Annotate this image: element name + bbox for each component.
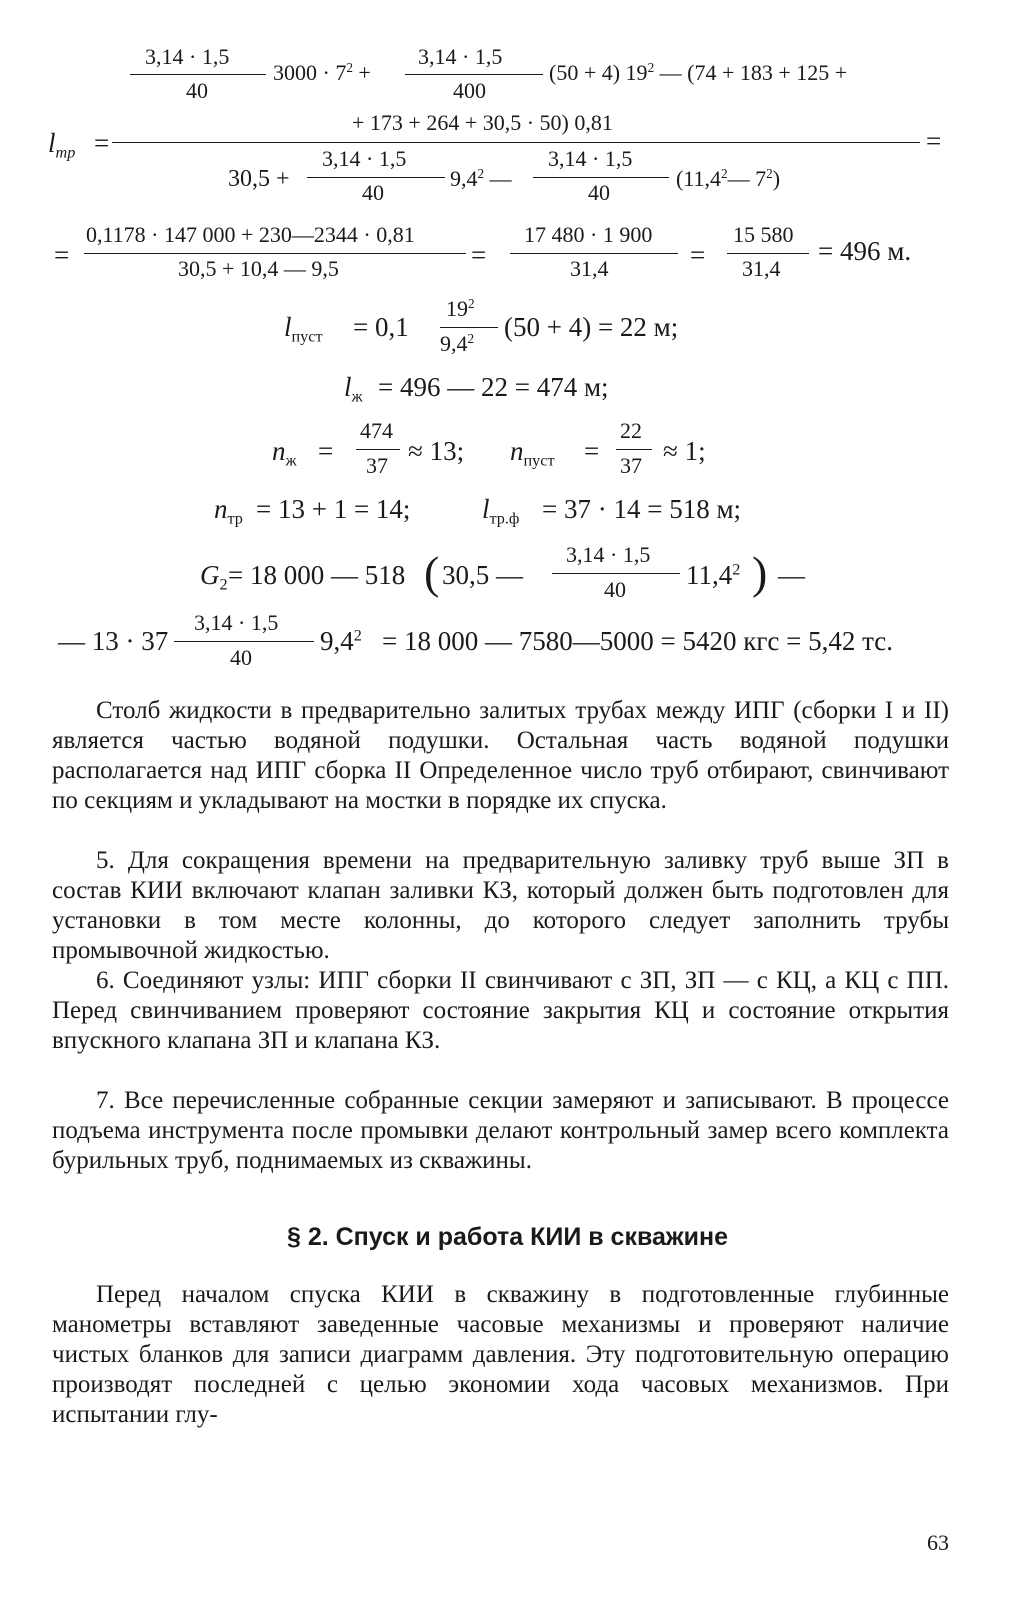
equals-sign: = (94, 128, 110, 158)
den-lead: 30,5 + (228, 166, 290, 192)
fraction-bar (552, 573, 680, 574)
paragraph-item-6: 6. Соединяют узлы: ИПГ сборки II свинчивают с ЗП, ЗП — с КЦ, а КЦ с ПП. Перед свинчиванием проверяют состояние закрытия КЦ и состояние открытия впускного клапана ЗП и клапана КЗ. (52, 967, 949, 1054)
fraction-bar (533, 177, 669, 178)
left-paren: ( (424, 547, 440, 598)
frac1-bot: 37 (366, 453, 388, 478)
frac1-top: 474 (360, 418, 393, 443)
frac2-bot: 31,4 (570, 256, 609, 281)
inner-text: 30,5 — (442, 560, 523, 590)
equals-sign: = (926, 126, 942, 156)
den-b-bot: 40 (588, 180, 610, 205)
lhs-l-pust: $l_{пуст}$ (284, 312, 323, 346)
pre-text: = 18 000 — 518 (228, 560, 406, 590)
num-b-bot: 400 (453, 78, 486, 103)
den-a-tail: $9,4^2$ — (450, 166, 512, 191)
page-number: 63 (927, 1530, 949, 1555)
frac-bot: $9,4^2$ (440, 331, 475, 356)
den-b-top: 3,14 · 1,5 (548, 146, 633, 171)
section-heading: § 2. Спуск и работа КИИ в скважине (286, 1223, 729, 1251)
fraction-bar (174, 641, 314, 642)
fraction-bar (440, 327, 498, 328)
paragraph-item-7: 7. Все перечисленные собранные секции замеряют и записывают. В процессе подъема инструмента после промывки делают контрольный замер всего комплекта бурильных труб, поднимаемых из скважины. (52, 1087, 949, 1174)
fraction-bar (405, 74, 543, 75)
equals-sign: = (690, 240, 706, 270)
lhs-l-zh: $l_ж$ (344, 372, 363, 406)
den-b-tail: (11,4$^2$— $7^2$) (676, 166, 781, 191)
frac1-bot: 30,5 + 10,4 — 9,5 (178, 256, 339, 281)
main-fraction-bar (112, 142, 920, 143)
paragraph-item-5: 5. Для сокращения времени на предварительную заливку труб выше ЗП в состав КИИ включают клапан заливки КЗ, который должен быть подготовлен для установки в том месте колонны, до которого следует заполнить трубы промывочной жидкостью. (52, 847, 949, 964)
equals-sign: = (584, 436, 600, 466)
result-text: = 496 м. (818, 236, 912, 266)
result-text: = 18 000 — 7580—5000 = 5420 кгс = 5,42 тс. (382, 626, 893, 656)
tail-text: 11,4$^2$ (686, 560, 741, 590)
text-b: = 37 · 14 = 518 м; (542, 494, 742, 524)
approx-text: ≈ 1; (663, 436, 706, 466)
equals-sign: = (471, 240, 487, 270)
frac-bot: 40 (230, 645, 252, 670)
fraction-bar (84, 253, 466, 254)
frac2-top: 17 480 · 1 900 (524, 222, 653, 247)
lhs-n-tr: $n_{тр}$ (214, 494, 243, 528)
paragraph-water-cushion: Столб жидкости в предварительно залитых трубах между ИПГ (сборки I и II) является частью водяной подушки. Остальная часть водяной подушки располагается над ИПГ сборка II Определенное число труб отбирают, свинчивают по секциям и укладывают на мостки в порядке их спуска. (52, 697, 949, 814)
fraction-bar (727, 253, 809, 254)
frac3-bot: 31,4 (742, 256, 781, 281)
equals-sign: = (318, 436, 334, 466)
frac1-top: 0,1178 · 147 000 + 230—2344 · 0,81 (86, 222, 415, 247)
num-a-tail: $3000 \cdot 7^2$ + (273, 60, 371, 85)
fraction-bar (130, 74, 266, 75)
pre-text: = 0,1 (353, 312, 409, 342)
lhs-l-trf: $l_{тр.ф}$ (482, 494, 520, 528)
den-a-bot: 40 (362, 180, 384, 205)
frac-bot: 40 (604, 577, 626, 602)
post-text: (50 + 4) = 22 м; (504, 312, 679, 342)
lhs-n-pust: $n_{пуст}$ (510, 436, 555, 470)
approx-text: ≈ 13; (408, 436, 465, 466)
fraction-bar (616, 449, 652, 450)
num-line2: + 173 + 264 + 30,5 · 50) 0,81 (352, 110, 613, 135)
fraction-bar (510, 253, 678, 254)
frac3-top: 15 580 (733, 222, 794, 247)
den-a-top: 3,14 · 1,5 (322, 146, 407, 171)
paragraph-section-intro: Перед началом спуска КИИ в скважину в подготовленные глубинные манометры вставляют заведенные часовые механизмы и проверяют наличие чистых бланков для записи диаграмм давления. Эту подготовительную операцию производят последней с целью экономии хода часовых механизмов. При испытании глу- (52, 1281, 949, 1428)
pre-text: — 13 · 37 (58, 626, 169, 656)
fraction-bar (307, 177, 445, 178)
rhs-text: = 496 — 22 = 474 м; (378, 372, 609, 402)
frac2-bot: 37 (620, 453, 642, 478)
frac-top: $19^2$ (446, 296, 475, 321)
dash-text: — (778, 560, 805, 590)
text-a: = 13 + 1 = 14; (256, 494, 411, 524)
lhs-n-zh: $n_ж$ (272, 436, 297, 470)
num-a-top: 3,14 · 1,5 (145, 44, 230, 69)
frac-top: 3,14 · 1,5 (566, 542, 651, 567)
frac-top: 3,14 · 1,5 (194, 610, 279, 635)
equals-sign: = (54, 240, 70, 270)
num-b-top: 3,14 · 1,5 (418, 44, 503, 69)
lhs-g2: $G_2$ (200, 560, 228, 594)
right-paren: ) (752, 547, 768, 598)
tail-text: $9,4^2$ (320, 626, 362, 656)
lhs-l-tr: $l_{тр}$ (48, 128, 76, 162)
num-a-bot: 40 (186, 78, 208, 103)
num-b-tail: (50 + 4) $19^2$ — (74 + 183 + 125 + (549, 60, 848, 85)
frac2-top: 22 (620, 418, 642, 443)
fraction-bar (356, 449, 400, 450)
